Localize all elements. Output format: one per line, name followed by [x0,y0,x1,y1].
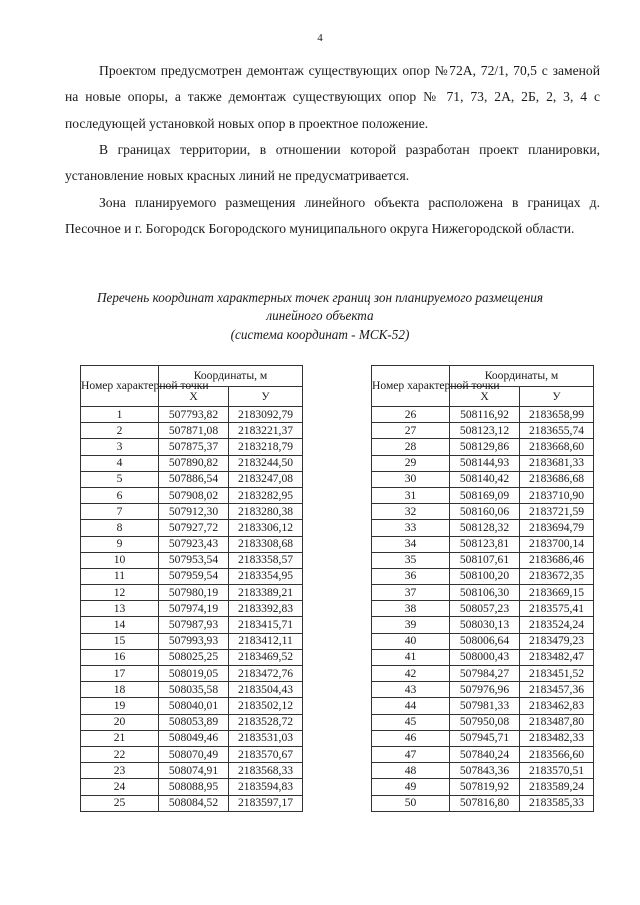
point-number-cell: 42 [372,666,450,682]
table-row [372,487,594,503]
point-number-cell: 3 [81,439,159,455]
table-row [81,520,303,536]
x-coordinate-cell: 507993,93 [159,633,229,649]
table-row [372,504,594,520]
x-coordinate-cell: 507980,19 [159,585,229,601]
table-row [372,585,594,601]
x-coordinate-cell: 508144,93 [450,455,520,471]
table-row [81,779,303,795]
table-row [81,763,303,779]
table-row [372,746,594,762]
x-coordinate-cell: 507840,24 [450,746,520,762]
y-coordinate-cell: 2183686,46 [520,552,594,568]
point-number-cell: 10 [81,552,159,568]
table-row [81,649,303,665]
x-coordinate-cell: 508040,01 [159,698,229,714]
point-number-cell: 6 [81,487,159,503]
table-row [372,666,594,682]
y-coordinate-cell: 2183472,76 [229,666,303,682]
x-coordinate-cell: 508107,61 [450,552,520,568]
y-coordinate-cell: 2183280,38 [229,504,303,520]
table-caption-line2: линейного объекта [266,308,374,323]
table-row [81,601,303,617]
paragraph-zone-location: Зона планируемого размещения линейного объекта расположена в границах д. Песочное и г. Богородск Богородского муниципального округа Нижегородской области. [65,195,600,237]
y-coordinate-cell: 2183479,23 [520,633,594,649]
x-coordinate-cell: 507886,54 [159,471,229,487]
x-coordinate-cell: 508049,46 [159,730,229,746]
point-number-cell: 24 [81,779,159,795]
y-coordinate-cell: 2183694,79 [520,520,594,536]
table-row [372,552,594,568]
x-coordinate-cell: 507974,19 [159,601,229,617]
point-number-cell: 32 [372,504,450,520]
y-coordinate-cell: 2183570,51 [520,763,594,779]
table-row [81,471,303,487]
point-number-cell: 46 [372,730,450,746]
point-number-cell: 16 [81,649,159,665]
x-coordinate-cell: 508070,49 [159,746,229,762]
y-coordinate-cell: 2183681,33 [520,455,594,471]
x-coordinate-cell: 508140,42 [450,471,520,487]
x-coordinate-cell: 507927,72 [159,520,229,536]
header-coordinates: Координаты, м [159,366,303,387]
x-coordinate-cell: 507981,33 [450,698,520,714]
x-coordinate-cell: 508169,09 [450,487,520,503]
y-coordinate-cell: 2183566,60 [520,746,594,762]
table-caption-line3: (система координат - МСК-52) [230,327,410,342]
point-number-cell: 14 [81,617,159,633]
table-row [81,617,303,633]
x-coordinate-cell: 507843,36 [450,763,520,779]
x-coordinate-cell: 507950,08 [450,714,520,730]
point-number-cell: 11 [81,568,159,584]
y-coordinate-cell: 2183308,68 [229,536,303,552]
y-coordinate-cell: 2183244,50 [229,455,303,471]
table-row [372,471,594,487]
point-number-cell: 17 [81,666,159,682]
x-coordinate-cell: 508019,05 [159,666,229,682]
table-row [372,455,594,471]
point-number-cell: 30 [372,471,450,487]
page-number: 4 [317,32,323,44]
point-number-cell: 4 [81,455,159,471]
point-number-cell: 9 [81,536,159,552]
x-coordinate-cell: 507875,37 [159,439,229,455]
table-row [81,585,303,601]
point-number-cell: 18 [81,682,159,698]
table-row [372,407,594,423]
table-row [81,682,303,698]
x-coordinate-cell: 508123,81 [450,536,520,552]
table-row [81,552,303,568]
y-coordinate-cell: 2183358,57 [229,552,303,568]
point-number-cell: 41 [372,649,450,665]
x-coordinate-cell: 508035,58 [159,682,229,698]
y-coordinate-cell: 2183389,21 [229,585,303,601]
point-number-cell: 26 [372,407,450,423]
point-number-cell: 15 [81,633,159,649]
table-row [81,666,303,682]
x-coordinate-cell: 508030,13 [450,617,520,633]
table-row [372,423,594,439]
point-number-cell: 44 [372,698,450,714]
point-number-cell: 50 [372,795,450,811]
table-row [372,439,594,455]
y-coordinate-cell: 2183568,33 [229,763,303,779]
table-row [81,536,303,552]
y-coordinate-cell: 2183218,79 [229,439,303,455]
y-coordinate-cell: 2183669,15 [520,585,594,601]
x-coordinate-cell: 508116,92 [450,407,520,423]
y-coordinate-cell: 2183686,68 [520,471,594,487]
point-number-cell: 29 [372,455,450,471]
x-coordinate-cell: 508057,23 [450,601,520,617]
x-coordinate-cell: 508123,12 [450,423,520,439]
y-coordinate-cell: 2183597,17 [229,795,303,811]
table-row [372,520,594,536]
x-coordinate-cell: 508074,91 [159,763,229,779]
table-row [372,698,594,714]
y-coordinate-cell: 2183721,59 [520,504,594,520]
header-x: Х [159,387,229,407]
y-coordinate-cell: 2183658,99 [520,407,594,423]
point-number-cell: 37 [372,585,450,601]
point-number-cell: 45 [372,714,450,730]
y-coordinate-cell: 2183221,37 [229,423,303,439]
point-number-cell: 47 [372,746,450,762]
x-coordinate-cell: 507987,93 [159,617,229,633]
table-row [372,536,594,552]
x-coordinate-cell: 507908,02 [159,487,229,503]
y-coordinate-cell: 2183528,72 [229,714,303,730]
x-coordinate-cell: 508129,86 [450,439,520,455]
point-number-cell: 2 [81,423,159,439]
table-row [81,423,303,439]
y-coordinate-cell: 2183482,33 [520,730,594,746]
y-coordinate-cell: 2183502,12 [229,698,303,714]
x-coordinate-cell: 508025,25 [159,649,229,665]
x-coordinate-cell: 508000,43 [450,649,520,665]
table-row [81,698,303,714]
table-row [81,487,303,503]
header-point-number: Номер характерной точки [372,366,450,407]
table-row [372,682,594,698]
point-number-cell: 22 [81,746,159,762]
y-coordinate-cell: 2183700,14 [520,536,594,552]
x-coordinate-cell: 507984,27 [450,666,520,682]
y-coordinate-cell: 2183531,03 [229,730,303,746]
point-number-cell: 27 [372,423,450,439]
table-row [81,407,303,423]
table-row [372,730,594,746]
table-row [372,714,594,730]
x-coordinate-cell: 507959,54 [159,568,229,584]
table-row [372,779,594,795]
table-row [372,568,594,584]
point-number-cell: 39 [372,617,450,633]
y-coordinate-cell: 2183524,24 [520,617,594,633]
x-coordinate-cell: 508006,64 [450,633,520,649]
point-number-cell: 40 [372,633,450,649]
point-number-cell: 28 [372,439,450,455]
x-coordinate-cell: 508084,52 [159,795,229,811]
table-row [372,633,594,649]
y-coordinate-cell: 2183504,43 [229,682,303,698]
header-coordinates: Координаты, м [450,366,594,387]
y-coordinate-cell: 2183282,95 [229,487,303,503]
x-coordinate-cell: 507953,54 [159,552,229,568]
y-coordinate-cell: 2183092,79 [229,407,303,423]
x-coordinate-cell: 508160,06 [450,504,520,520]
table-row [81,746,303,762]
y-coordinate-cell: 2183354,95 [229,568,303,584]
table-row [372,601,594,617]
y-coordinate-cell: 2183575,41 [520,601,594,617]
y-coordinate-cell: 2183392,83 [229,601,303,617]
x-coordinate-cell: 508100,20 [450,568,520,584]
y-coordinate-cell: 2183247,08 [229,471,303,487]
table-row [372,649,594,665]
point-number-cell: 38 [372,601,450,617]
table-row [81,714,303,730]
y-coordinate-cell: 2183469,52 [229,649,303,665]
point-number-cell: 49 [372,779,450,795]
point-number-cell: 19 [81,698,159,714]
point-number-cell: 20 [81,714,159,730]
x-coordinate-cell: 508128,32 [450,520,520,536]
paragraph-supports: Проектом предусмотрен демонтаж существующих опор №72А, 72/1, 70,5 с заменой на новые опоры, а также демонтаж существующих опор № 71, 73, 2А, 2Б, 2, 3, 4 с последующей установкой новых опор в проектное положение. [65,63,600,131]
table-row [81,795,303,811]
y-coordinate-cell: 2183415,71 [229,617,303,633]
point-number-cell: 43 [372,682,450,698]
y-coordinate-cell: 2183655,74 [520,423,594,439]
y-coordinate-cell: 2183462,83 [520,698,594,714]
point-number-cell: 35 [372,552,450,568]
table-row [81,439,303,455]
x-coordinate-cell: 507793,82 [159,407,229,423]
point-number-cell: 36 [372,568,450,584]
y-coordinate-cell: 2183585,33 [520,795,594,811]
point-number-cell: 1 [81,407,159,423]
x-coordinate-cell: 508088,95 [159,779,229,795]
y-coordinate-cell: 2183487,80 [520,714,594,730]
point-number-cell: 5 [81,471,159,487]
y-coordinate-cell: 2183482,47 [520,649,594,665]
paragraph-red-lines: В границах территории, в отношении которой разработан проект планировки, установление новых красных линий не предусматривается. [65,142,600,184]
x-coordinate-cell: 507890,82 [159,455,229,471]
table-row [372,763,594,779]
table-caption-line1: Перечень координат характерных точек границ зон планируемого размещения [96,290,544,305]
point-number-cell: 25 [81,795,159,811]
y-coordinate-cell: 2183451,52 [520,666,594,682]
x-coordinate-cell: 508053,89 [159,714,229,730]
y-coordinate-cell: 2183668,60 [520,439,594,455]
header-x: Х [450,387,520,407]
point-number-cell: 13 [81,601,159,617]
table-row [81,730,303,746]
y-coordinate-cell: 2183710,90 [520,487,594,503]
header-y: У [229,387,303,407]
point-number-cell: 7 [81,504,159,520]
point-number-cell: 21 [81,730,159,746]
x-coordinate-cell: 507819,92 [450,779,520,795]
y-coordinate-cell: 2183570,67 [229,746,303,762]
point-number-cell: 48 [372,763,450,779]
x-coordinate-cell: 507945,71 [450,730,520,746]
coordinates-table-left [80,365,303,812]
header-point-number: Номер характерной точки [81,366,159,407]
header-y: У [520,387,594,407]
y-coordinate-cell: 2183457,36 [520,682,594,698]
point-number-cell: 23 [81,763,159,779]
x-coordinate-cell: 507816,80 [450,795,520,811]
y-coordinate-cell: 2183306,12 [229,520,303,536]
table-row [81,633,303,649]
table-row [81,504,303,520]
point-number-cell: 34 [372,536,450,552]
coordinates-table-right [371,365,594,812]
x-coordinate-cell: 507871,08 [159,423,229,439]
x-coordinate-cell: 507976,96 [450,682,520,698]
y-coordinate-cell: 2183412,11 [229,633,303,649]
point-number-cell: 31 [372,487,450,503]
coordinates-body-left [81,407,303,812]
x-coordinate-cell: 507923,43 [159,536,229,552]
coordinates-body-right [372,407,594,812]
x-coordinate-cell: 507912,30 [159,504,229,520]
table-row [81,455,303,471]
point-number-cell: 12 [81,585,159,601]
y-coordinate-cell: 2183594,83 [229,779,303,795]
table-row [81,568,303,584]
table-row [372,617,594,633]
point-number-cell: 33 [372,520,450,536]
table-row [372,795,594,811]
y-coordinate-cell: 2183672,35 [520,568,594,584]
y-coordinate-cell: 2183589,24 [520,779,594,795]
point-number-cell: 8 [81,520,159,536]
x-coordinate-cell: 508106,30 [450,585,520,601]
